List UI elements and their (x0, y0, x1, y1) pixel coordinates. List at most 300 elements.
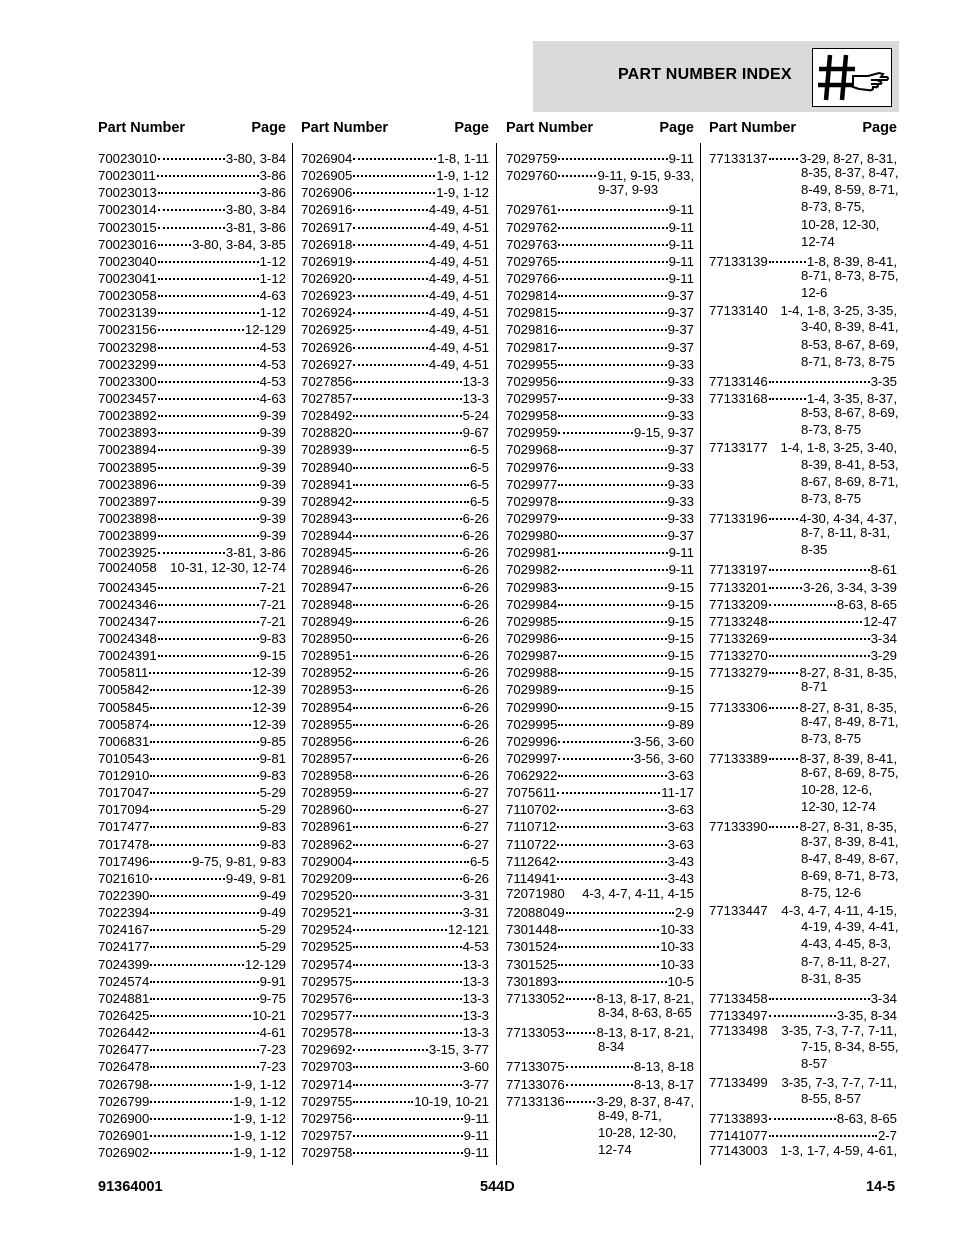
part-number: 77133893 (709, 1110, 768, 1126)
dot-leader (158, 590, 259, 606)
page-reference: 3-35, 7-3, 7-7, 7-11, (781, 1074, 897, 1090)
index-entry (709, 747, 897, 816)
dot-leader (353, 915, 447, 931)
part-number: 70023925 (98, 545, 157, 561)
part-number: 7026927 (301, 356, 353, 372)
page-reference: 8-13, 8-17 (633, 1076, 694, 1092)
page-reference: 6-26 (462, 596, 489, 612)
dot-leader (353, 830, 461, 846)
page-reference: 9-33 (667, 510, 694, 526)
dot-leader (558, 658, 666, 674)
page-reference: 7-21 (259, 613, 286, 629)
dot-leader (558, 624, 666, 640)
page-reference: 6-26 (462, 528, 489, 544)
page-reference: 1-4, 1-8, 3-25, 3-35, (780, 303, 897, 319)
dot-leader (768, 898, 782, 912)
page-reference: 9-91 (259, 973, 286, 989)
part-number: 7029577 (301, 1008, 353, 1024)
dot-leader (353, 590, 461, 606)
part-number: 7029525 (301, 939, 353, 955)
part-number: 7012910 (98, 768, 150, 784)
column-header (301, 118, 489, 147)
page-reference: 9-83 (259, 630, 286, 646)
page-reference: 9-83 (259, 836, 286, 852)
page-reference: 1-4, 1-8, 3-25, 3-40, (780, 440, 897, 456)
dot-leader (150, 1121, 232, 1137)
dot-leader (558, 367, 666, 383)
page-reference: 5-29 (259, 922, 286, 938)
index-entry (506, 1021, 694, 1055)
dot-leader (158, 573, 259, 589)
part-number: 7029980 (506, 528, 558, 544)
page-reference: 6-5 (469, 853, 489, 869)
part-number: 7026905 (301, 168, 353, 184)
page-reference: 6-26 (462, 733, 489, 749)
page-reference: 9-37 (667, 339, 694, 355)
page-reference: 9-15 (667, 613, 694, 629)
dot-leader (353, 384, 461, 400)
page-reference: 10-21 (252, 1008, 286, 1024)
part-number: 77133209 (709, 596, 768, 612)
dot-leader (158, 264, 259, 280)
part-number: 7021610 (98, 870, 150, 886)
part-number: 7028944 (301, 528, 353, 544)
page-reference: 9-11 (463, 1110, 489, 1126)
page-reference: 9-33 (667, 356, 694, 372)
part-number: 70023014 (98, 202, 157, 218)
dot-leader (558, 298, 666, 314)
dot-leader (150, 847, 191, 863)
part-number: 7022390 (98, 888, 150, 904)
page-reference-continued: 8-35, 8-37, 8-47, (801, 165, 899, 181)
page-reference: 3-63 (667, 836, 694, 852)
part-number: 7028954 (301, 699, 353, 715)
dot-leader (150, 1018, 258, 1034)
column-header (709, 118, 897, 147)
dot-leader (353, 1035, 428, 1051)
dot-leader (769, 984, 870, 1000)
page-reference-continued: 8-35 (801, 542, 828, 558)
dot-leader (558, 195, 667, 211)
page-reference: 3-34 (870, 630, 897, 646)
dot-leader (566, 984, 596, 1000)
index-entry (98, 833, 286, 850)
page-reference: 6-27 (462, 785, 489, 801)
page-reference: 9-39 (259, 408, 286, 424)
dot-leader (768, 1138, 781, 1152)
part-number: 70023013 (98, 185, 157, 201)
page-reference: 9-39 (259, 425, 286, 441)
page-reference: 1-12 (259, 305, 286, 321)
part-number: 7029763 (506, 236, 558, 252)
dot-leader (150, 898, 258, 914)
part-number: 77133196 (709, 510, 768, 526)
part-number: 7028945 (301, 545, 353, 561)
dot-leader (558, 641, 666, 657)
part-number: 7026926 (301, 339, 353, 355)
page-reference-continued: 8-49, 8-71, (598, 1107, 662, 1123)
page-reference-continued: 4-43, 4-45, 8-3, (801, 936, 892, 952)
page-reference-continued: 8-47, 8-49, 8-67, (801, 850, 899, 866)
dot-leader (353, 367, 461, 383)
dot-leader (353, 213, 428, 229)
dot-leader (157, 161, 259, 177)
part-number: 7010543 (98, 750, 150, 766)
index-entry (98, 541, 286, 561)
page-reference: 9-37 (667, 528, 694, 544)
page-reference: 2-7 (877, 1128, 897, 1144)
page-reference: 9-33 (667, 476, 694, 492)
dot-leader (353, 812, 461, 828)
part-number: 7110712 (506, 819, 557, 835)
page-reference: 3-86 (259, 185, 286, 201)
page-reference: 6-26 (462, 545, 489, 561)
dot-leader (769, 384, 806, 400)
part-number: 7029977 (506, 476, 558, 492)
part-number: 72071980 (506, 886, 565, 902)
part-number: 70023898 (98, 510, 157, 526)
page-reference-continued: 8-73, 8-75, (801, 199, 865, 215)
page-reference: 9-11 (668, 236, 694, 252)
dot-leader (558, 744, 633, 760)
part-number-heading: Part Number (98, 120, 186, 136)
dot-leader (158, 538, 225, 554)
page-reference: 12-39 (252, 716, 286, 732)
part-number: 7028952 (301, 665, 353, 681)
part-number-heading: Part Number (506, 120, 594, 136)
part-number: 7017478 (98, 836, 150, 852)
page-reference: 11-17 (661, 785, 694, 801)
hash-pointing-hand-icon (812, 48, 892, 107)
page-reference-continued: 8-49, 8-59, 8-71, (801, 182, 899, 198)
part-number: 7029983 (506, 579, 558, 595)
part-number: 7028942 (301, 493, 353, 509)
part-number: 7017477 (98, 819, 150, 835)
part-number: 7029957 (506, 390, 558, 406)
part-number: 7029758 (301, 1145, 353, 1161)
page-reference-continued: 12-6 (801, 285, 828, 301)
dot-leader (557, 847, 666, 863)
dot-leader (158, 418, 259, 434)
page-reference: 3-31 (462, 905, 489, 921)
part-number: 7026920 (301, 270, 353, 286)
part-number: 7112642 (506, 853, 557, 869)
part-number: 7029989 (506, 682, 558, 698)
page-reference-continued: 8-31, 8-35 (801, 970, 862, 986)
dot-leader (353, 693, 461, 709)
dot-leader (769, 590, 836, 606)
page-reference: 12-129 (244, 322, 286, 338)
dot-leader (150, 675, 251, 691)
part-number: 7028961 (301, 819, 353, 835)
dot-leader (150, 1001, 251, 1017)
dot-leader (353, 744, 461, 760)
part-number: 70023058 (98, 288, 157, 304)
dot-leader (558, 315, 666, 331)
part-number: 7029817 (506, 339, 558, 355)
dot-leader (566, 1070, 633, 1086)
page-reference: 3-35, 7-3, 7-7, 7-11, (781, 1023, 897, 1039)
page-heading: Page (454, 120, 489, 136)
dot-leader (558, 710, 666, 726)
page-reference: 9-15, 9-37 (633, 425, 694, 441)
page-reference: 3-29, 8-37, 8-47, (596, 1093, 694, 1109)
page-reference: 8-13, 8-18 (633, 1059, 694, 1075)
page-reference: 3-15, 3-77 (428, 1042, 489, 1058)
part-number: 7005811 (98, 665, 149, 681)
part-number: 77133306 (709, 699, 768, 715)
page-reference: 9-33 (667, 459, 694, 475)
part-number: 77133201 (709, 579, 768, 595)
dot-leader (158, 367, 259, 383)
dot-leader (150, 1104, 232, 1120)
page-reference: 6-26 (462, 716, 489, 732)
page-reference: 8-37, 8-39, 8-41, (799, 750, 897, 766)
part-number: 7029755 (301, 1093, 353, 1109)
page-reference: 9-75, 9-81, 9-83 (192, 853, 286, 869)
part-number: 7028943 (301, 510, 353, 526)
page-reference: 2-9 (674, 905, 694, 921)
page-reference: 9-83 (259, 819, 286, 835)
page-reference: 9-11 (668, 545, 694, 561)
page-reference: 9-81 (259, 750, 286, 766)
part-number: 77133053 (506, 1025, 565, 1041)
dot-leader (150, 778, 258, 794)
dot-leader (158, 230, 191, 246)
page-reference: 3-29, 8-27, 8-31, (799, 151, 897, 166)
part-number: 77133136 (506, 1093, 565, 1109)
dot-leader (150, 693, 251, 709)
dot-leader (158, 315, 244, 331)
page-reference: 6-26 (462, 870, 489, 886)
page-reference: 8-27, 8-31, 8-35, (799, 665, 897, 681)
part-number: 77143003 (709, 1143, 768, 1159)
index-entry (301, 1141, 489, 1161)
dot-leader (353, 453, 469, 469)
part-number: 7028959 (301, 785, 353, 801)
part-number: 7029760 (506, 168, 558, 184)
part-number: 7114941 (506, 870, 557, 886)
page-reference: 3-80, 3-84 (225, 151, 286, 166)
part-number: 70023897 (98, 493, 157, 509)
dot-leader (157, 555, 170, 569)
page-reference: 3-77 (462, 1076, 489, 1092)
dot-leader (353, 881, 461, 897)
page-reference: 12-129 (244, 956, 286, 972)
page-reference: 13-3 (462, 1025, 489, 1041)
index-entry (709, 1004, 897, 1024)
dot-leader (353, 641, 461, 657)
page-reference: 9-33 (667, 390, 694, 406)
dot-leader (557, 795, 666, 811)
page-reference: 8-13, 8-17, 8-21, (596, 990, 694, 1006)
part-number: 7028951 (301, 648, 353, 664)
dot-leader (558, 693, 666, 709)
part-number: 7006831 (98, 733, 150, 749)
dot-leader (150, 727, 258, 743)
page-reference: 13-3 (462, 956, 489, 972)
part-number: 7024167 (98, 922, 150, 938)
index-entry (709, 1141, 897, 1158)
page-reference: 9-39 (259, 476, 286, 492)
dot-leader (150, 915, 258, 931)
dot-leader (158, 333, 259, 349)
dot-leader (566, 1018, 596, 1034)
dot-leader (353, 195, 428, 211)
part-number: 7110702 (506, 802, 557, 818)
part-number: 7028949 (301, 613, 353, 629)
page-reference: 3-35 (870, 373, 897, 389)
page-reference: 9-11 (668, 202, 694, 218)
dot-leader (353, 950, 461, 966)
dot-leader (150, 812, 258, 828)
part-number: 7017094 (98, 802, 150, 818)
dot-leader (353, 350, 428, 366)
page-reference: 9-37 (667, 305, 694, 321)
part-number: 7027857 (301, 390, 353, 406)
index-entry (709, 815, 897, 901)
page-reference: 9-39 (259, 459, 286, 475)
dot-leader (158, 607, 259, 623)
part-number: 70024346 (98, 596, 157, 612)
part-number: 7029985 (506, 613, 558, 629)
part-number: 77133389 (709, 750, 768, 766)
page-reference: 3-43 (667, 853, 694, 869)
dot-leader (158, 624, 259, 640)
dot-leader (566, 898, 674, 914)
part-number: 77133458 (709, 990, 768, 1006)
dot-leader (158, 298, 259, 314)
part-number: 77133146 (709, 373, 768, 389)
page-reference-continued: 12-30, 12-74 (801, 799, 876, 815)
index-entry (506, 164, 694, 198)
part-number: 7029958 (506, 408, 558, 424)
dot-leader (558, 555, 667, 571)
part-number: 7029524 (301, 922, 353, 938)
part-number: 70023139 (98, 305, 157, 321)
page-reference: 6-27 (462, 802, 489, 818)
dot-leader (558, 950, 659, 966)
dot-leader (558, 281, 666, 297)
dot-leader (557, 778, 660, 794)
page-reference: 9-11 (463, 1128, 489, 1144)
part-number: 7026906 (301, 185, 353, 201)
page-reference: 4-30, 4-34, 4-37, (799, 510, 897, 526)
page-reference: 6-26 (462, 579, 489, 595)
dot-leader (353, 418, 461, 434)
part-number: 7005874 (98, 716, 150, 732)
part-number: 7026902 (98, 1145, 150, 1161)
page-reference: 1-8, 8-39, 8-41, (806, 253, 897, 269)
part-number: 7022394 (98, 905, 150, 921)
dot-leader (769, 367, 870, 383)
part-number: 7028956 (301, 733, 353, 749)
dot-leader (158, 350, 259, 366)
dot-leader (150, 967, 258, 983)
dot-leader (353, 161, 435, 177)
page-reference-continued: 9-37, 9-93 (598, 182, 659, 198)
index-entry (506, 1090, 694, 1159)
page-reference-continued: 7-15, 8-34, 8-55, (801, 1039, 899, 1055)
dot-leader (768, 298, 781, 312)
index-entry (709, 1021, 897, 1072)
page-reference-continued: 8-55, 8-57 (801, 1090, 862, 1106)
dot-leader (158, 178, 259, 194)
page-reference: 1-9, 1-12 (233, 1076, 286, 1092)
part-number: 7026478 (98, 1059, 150, 1075)
part-number: 77133140 (709, 303, 768, 319)
dot-leader (353, 761, 461, 777)
page-reference: 3-60 (462, 1059, 489, 1075)
page-reference: 9-33 (667, 373, 694, 389)
index-entry (709, 438, 897, 507)
page-reference: 9-11 (668, 253, 694, 269)
part-number: 70024347 (98, 613, 157, 629)
page-reference: 4-49, 4-51 (428, 219, 489, 235)
page-reference: 6-26 (462, 562, 489, 578)
page-reference: 9-37 (667, 288, 694, 304)
index-entry (506, 867, 694, 884)
part-number: 7029703 (301, 1059, 353, 1075)
part-number: 7028962 (301, 836, 353, 852)
page-reference: 8-63, 8-65 (836, 596, 897, 612)
page-reference-continued: 4-19, 4-39, 4-41, (801, 919, 899, 935)
page-reference: 3-35, 8-34 (836, 1008, 897, 1024)
dot-leader (353, 247, 428, 263)
page-reference: 12-39 (252, 665, 286, 681)
part-number: 7026918 (301, 236, 353, 252)
part-number: 7028953 (301, 682, 353, 698)
dot-leader (558, 264, 667, 280)
dot-leader (353, 538, 461, 554)
part-number: 7075611 (506, 785, 557, 801)
part-number: 7026442 (98, 1025, 150, 1041)
dot-leader (353, 573, 461, 589)
part-number-heading: Part Number (301, 120, 389, 136)
dot-leader (353, 727, 461, 743)
page-reference: 1-9, 1-12 (233, 1145, 286, 1161)
dot-leader (353, 795, 461, 811)
index-column-3 (506, 118, 694, 1158)
page-reference: 9-15 (667, 699, 694, 715)
dot-leader (769, 1001, 836, 1017)
dot-leader (150, 830, 258, 846)
dot-leader (566, 1087, 596, 1103)
page-reference: 4-63 (259, 288, 286, 304)
page-reference: 8-13, 8-17, 8-21, (596, 1025, 694, 1041)
dot-leader (558, 230, 667, 246)
index-entry (709, 558, 897, 578)
page-reference: 9-49, 9-81 (225, 870, 286, 886)
part-number: 77133498 (709, 1023, 768, 1039)
page-reference: 9-39 (259, 528, 286, 544)
dot-leader (769, 573, 802, 589)
page-reference: 9-89 (667, 716, 694, 732)
page-reference: 13-3 (462, 373, 489, 389)
part-number: 70024345 (98, 579, 157, 595)
page-reference: 6-5 (469, 459, 489, 475)
dot-leader (558, 590, 666, 606)
dot-leader (558, 915, 659, 931)
dot-leader (158, 247, 259, 263)
page-reference-continued: 12-74 (801, 233, 835, 249)
part-number: 7026923 (301, 288, 353, 304)
dot-leader (158, 504, 259, 520)
dot-leader (769, 658, 799, 674)
part-number: 77133177 (709, 440, 768, 456)
dot-leader (353, 658, 461, 674)
dot-leader (353, 144, 436, 160)
